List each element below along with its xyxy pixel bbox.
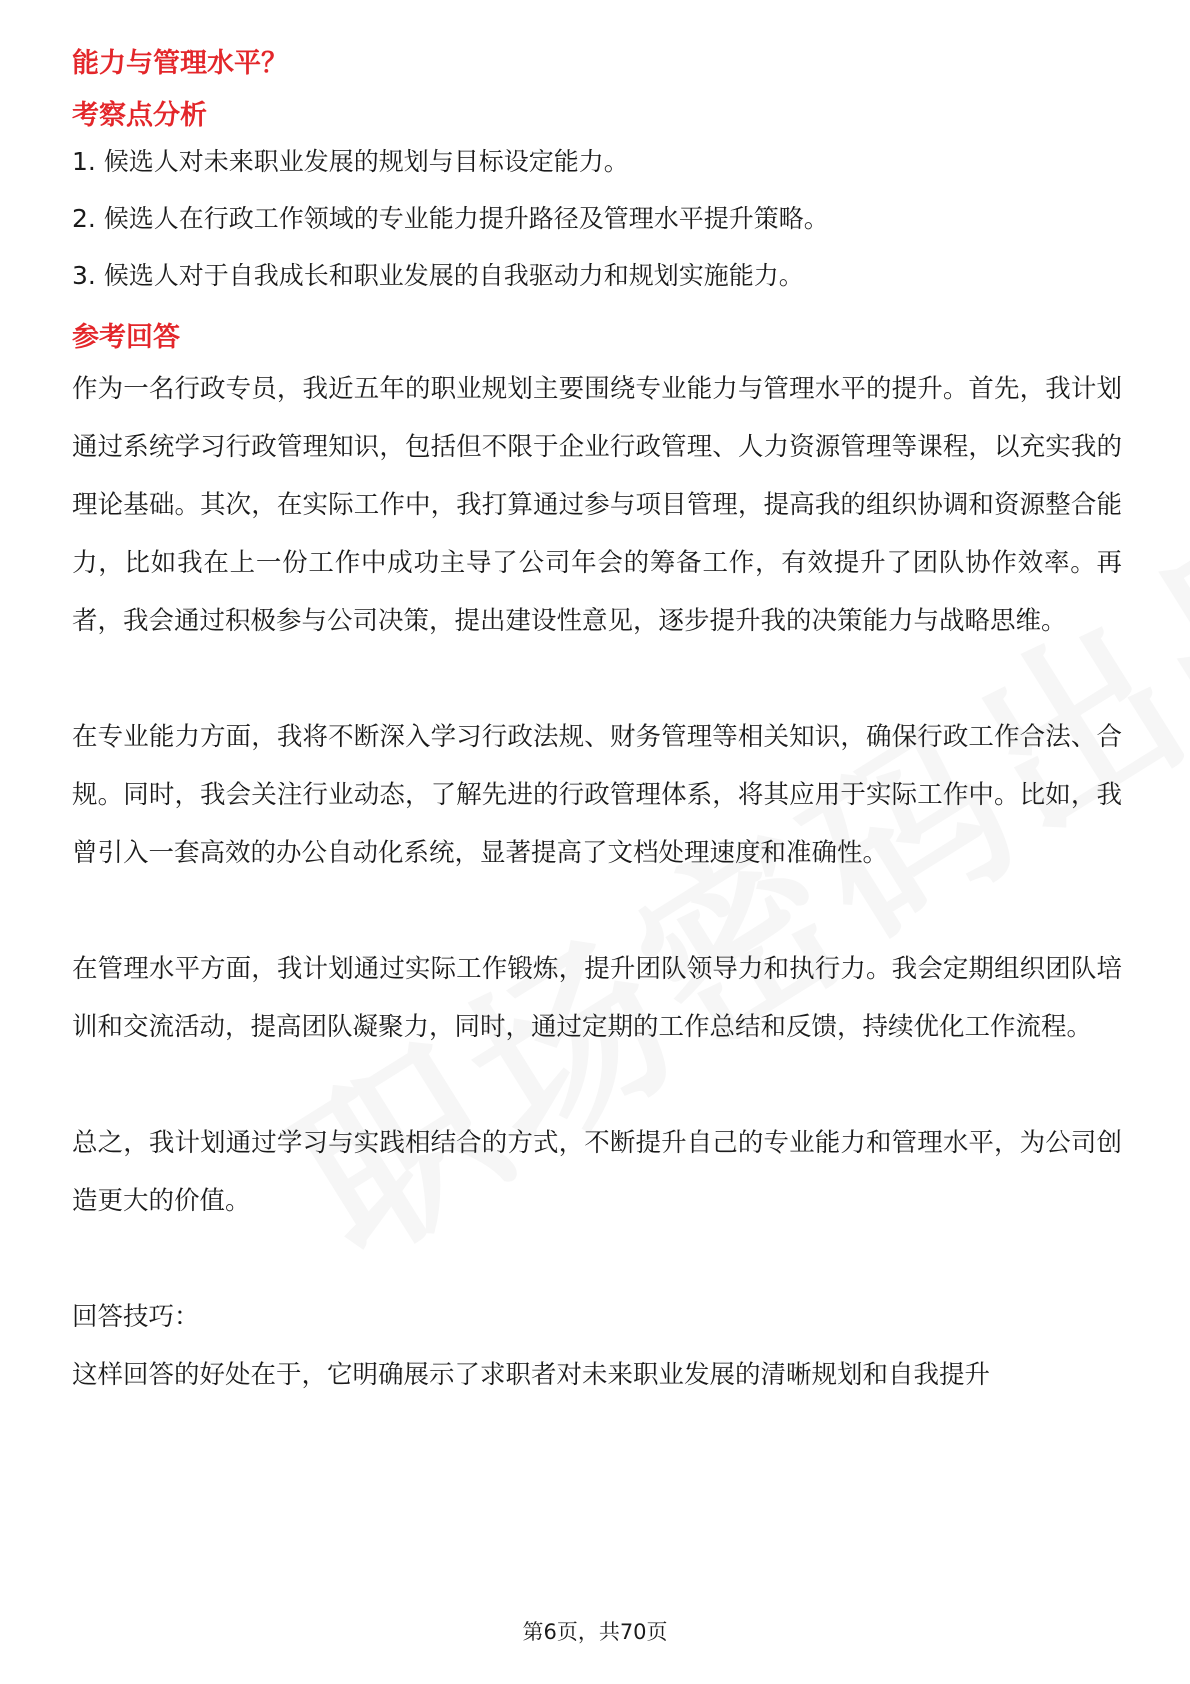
answer-paragraph: 作为一名行政专员，我近五年的职业规划主要围绕专业能力与管理水平的提升。首先，我计划通过系统学习行政管理知识，包括但不限于企业行政管理、人力资源管理等课程，以充实我的理论基础。其次，在实际工作中，我打算通过参与项目管理，提高我的组织协调和资源整合能力，比如我在上一份工作中成功主导了公司年会的筹备工作，有效提升了团队协作效率。再者，我会通过积极参与公司决策，提出建设性意见，逐步提升我的决策能力与战略思维。: [72, 374, 1122, 636]
page-content: [72, 44, 1122, 1404]
paragraph-spacer: [72, 1056, 1122, 1114]
answer-paragraph: 总之，我计划通过学习与实践相结合的方式，不断提升自己的专业能力和管理水平，为公司创造更大的价值。: [72, 1128, 1122, 1216]
tips-label: 回答技巧：: [72, 1302, 200, 1332]
page-indicator: 第6页，共70页: [522, 1620, 668, 1644]
analysis-point: 3. 候选人对于自我成长和职业发展的自我驱动力和规划实施能力。: [72, 261, 804, 290]
paragraph-spacer: [72, 650, 1122, 708]
analysis-point: 1. 候选人对未来职业发展的规划与目标设定能力。: [72, 147, 629, 176]
analysis-heading: 考察点分析: [72, 100, 207, 131]
paragraph-spacer: [72, 882, 1122, 940]
analysis-point: 2. 候选人在行政工作领域的专业能力提升路径及管理水平提升策略。: [72, 204, 829, 233]
answer-paragraph: 在管理水平方面，我计划通过实际工作锻炼，提升团队领导力和执行力。我会定期组织团队培训和交流活动，提高团队凝聚力，同时，通过定期的工作总结和反馈，持续优化工作流程。: [72, 954, 1122, 1042]
answer-paragraph: 在专业能力方面，我将不断深入学习行政法规、财务管理等相关知识，确保行政工作合法、合规。同时，我会关注行业动态，了解先进的行政管理体系，将其应用于实际工作中。比如，我曾引入一套高效的办公自动化系统，显著提高了文档处理速度和准确性。: [72, 722, 1122, 868]
question-title-tail: 能力与管理水平？: [72, 48, 288, 79]
paragraph-spacer: [72, 1230, 1122, 1288]
answer-heading: 参考回答: [72, 322, 180, 353]
tips-text: 这样回答的好处在于，它明确展示了求职者对未来职业发展的清晰规划和自我提升: [72, 1360, 991, 1390]
